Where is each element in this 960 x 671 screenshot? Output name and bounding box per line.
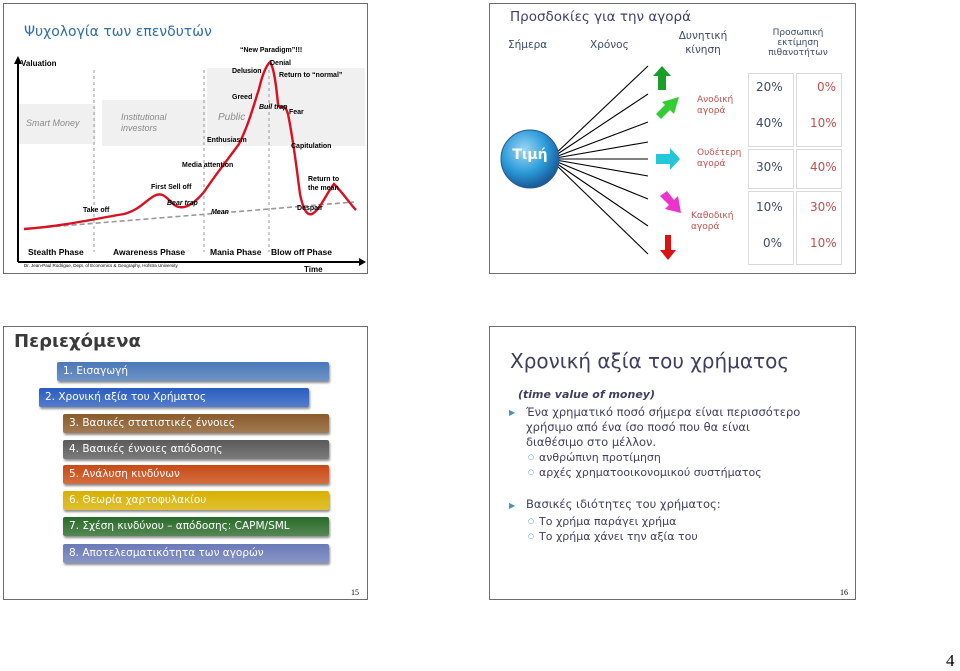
chart-credit: Dr. Jean-Paul Rodrigue, Dept. of Economics & Geography, Hofstra University [24,263,178,268]
page-number: 15 [351,588,359,597]
bullet2: Βασικές ιδιότητες του χρήματος: [526,497,721,511]
label-mean: Mean [211,209,229,216]
neutral-a-1: 30% [756,160,783,174]
sub-bullet-circle-icon: ○ [528,453,535,461]
neutral-b-1: 40% [810,160,837,174]
down-a-2: 0% [763,236,783,250]
header-today: Σήμερα [508,39,548,51]
phase-stealth: Stealth Phase [28,247,84,257]
x-axis-label: Time [304,265,323,274]
contents-item-6: 6. Θεωρία χαρτοφυλακίου [63,491,329,510]
contents-item-5: 5. Ανάλυση κινδύνων [63,465,329,484]
label-fear: Fear [289,109,304,116]
price-fan-lines [490,4,856,274]
slide-title: Ψυχολογία των επενδυτών [24,24,212,40]
down-a-1: 10% [756,200,783,214]
bullet-triangle-icon: ▶ [509,408,516,417]
header-time: Χρόνος [590,39,629,51]
bullet1-line3: διαθέσιμο στο μέλλον. [526,435,657,449]
up-b-2: 10% [810,116,837,130]
label-bear-trap: Bear trap [167,200,198,207]
label-first-sell-off: First Sell off [151,184,192,191]
header-estimate: Προσωπική εκτίμηση πιθανοτήτων [768,28,828,58]
up-a-1: 20% [756,80,783,94]
contents-item-3: 3. Βασικές στατιστικές έννοιες [63,414,329,433]
up-a-2: 40% [756,116,783,130]
slide-time-value-of-money [489,326,856,600]
bullet1-line1: Ένα χρηματικό ποσό σήμερα είναι περισσότερο [526,405,801,419]
contents-item-1: 1. Εισαγωγή [57,362,329,381]
slide-market-expectations [489,3,856,274]
row-label-up: Ανοδική αγορά [697,95,734,116]
contents-item-4: 4. Βασικές έννοιες απόδοσης [63,440,329,459]
label-denial: Denial [270,60,292,67]
document-page-number: 4 [946,651,955,670]
row-label-neutral: Ουδέτερη αγορά [697,148,742,169]
band-public: Public [218,112,246,123]
down-b-2: 10% [810,236,837,250]
band-smart-money: Smart Money [26,118,80,128]
slide-title: Χρονική αξία του χρήματος [510,349,790,373]
label-capitulation: Capitulation [291,143,332,150]
slide-contents [3,326,368,600]
label-bull-trap: Bull trap [259,104,288,111]
sub2-item2: Το χρήμα χάνει την αξία του [539,530,698,543]
contents-item-8: 8. Αποτελεσματικότητα των αγορών [63,544,329,563]
phase-awareness: Awareness Phase [113,247,186,257]
phase-blow-off: Blow off Phase [271,247,332,257]
row-label-down: Καθοδική αγορά [691,211,734,232]
page-number: 16 [840,588,848,597]
label-media-attention: Media attention [182,162,234,169]
market-cycle-chart [4,4,368,274]
header-potential: Δυνητική κίνηση [678,30,728,56]
sub2-item1: Το χρήμα παράγει χρήμα [539,515,677,528]
label-new-paradigm: “New Paradigm”!!! [240,47,303,54]
sub1-item1: ανθρώπινη προτίμηση [539,451,661,464]
arrow-up-right-icon [656,97,679,119]
slide-title: Περιεχόμενα [14,331,141,352]
sub-bullet-circle-icon: ○ [528,517,535,525]
arrow-down-right-icon [660,191,681,213]
bullet-triangle-icon: ▶ [509,501,516,510]
contents-item-7: 7. Σχέση κινδύνου – απόδοσης: CAPM/SML [63,517,329,536]
label-enthusiasm: Enthusiasm [207,137,247,144]
up-b-1: 0% [817,80,837,94]
slide-investor-psychology [3,3,368,274]
phase-mania: Mania Phase [210,247,262,257]
band-institutional: Institutional investors [121,112,167,133]
down-b-1: 30% [810,200,837,214]
label-return-mean: Return to the mean [308,176,340,192]
price-bubble-label: Τιμή [512,147,548,163]
sub1-item2: αρχές χρηματοοικονομικού συστήματος [539,466,762,479]
bullet1-line2: χρήσιμο από ένα ίσο ποσό που θα είναι [526,420,750,434]
slide-title: Προσδοκίες για την αγορά [510,9,691,25]
arrow-up-icon [653,66,671,90]
subtitle: (time value of money) [518,388,655,401]
label-despair: Despair [297,205,323,212]
y-axis-label: Valuation [21,59,57,68]
label-take-off: Take off [83,207,110,214]
contents-item-2: 2. Χρονική αξία του Χρήματος [39,388,309,407]
label-delusion: Delusion [232,68,262,75]
sub-bullet-circle-icon: ○ [528,532,535,540]
arrow-down-icon [660,235,676,260]
label-greed: Greed [232,94,253,101]
sub-bullet-circle-icon: ○ [528,468,535,476]
arrow-right-icon [656,148,680,170]
label-return-normal: Return to “normal” [279,72,343,79]
